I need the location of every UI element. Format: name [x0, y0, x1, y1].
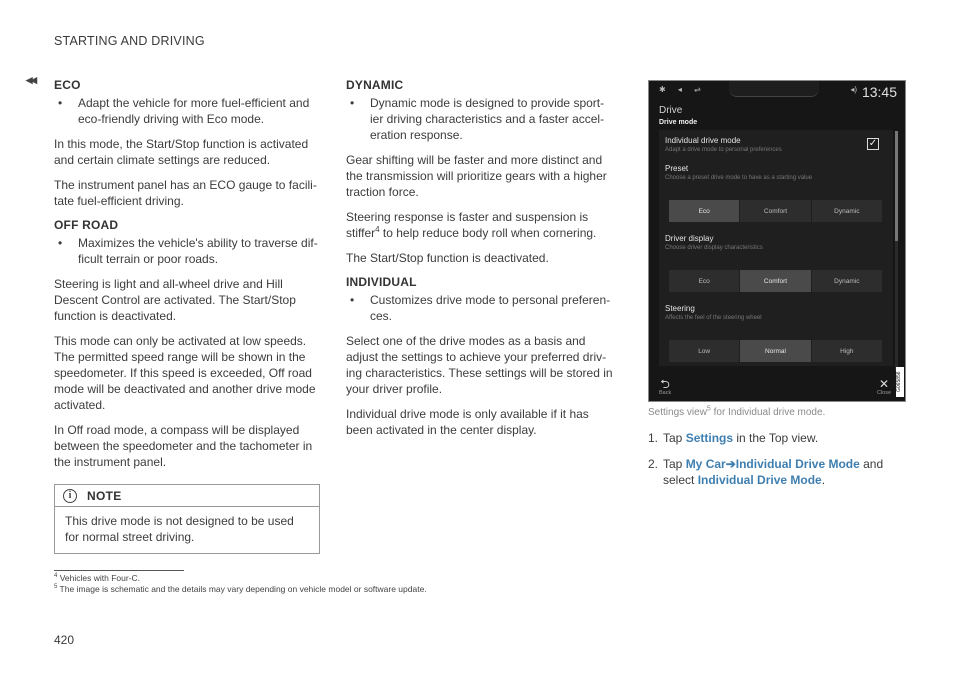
individual-paragraph: Individual drive mode is only available if it has been activated in the center display. — [346, 407, 589, 437]
footnote-5: $^5$ The image is schematic and the details may vary depending on vehicle model or software update. — [54, 584, 427, 594]
steering-option-low[interactable]: Low — [669, 340, 739, 362]
steps-list — [648, 430, 910, 488]
footnote-divider — [54, 570, 184, 571]
bullet-dot: • — [58, 236, 63, 250]
preset-option-eco[interactable]: Eco — [669, 200, 739, 222]
steering-selector — [669, 340, 883, 362]
dynamic-paragraph: Gear shifting will be faster and more distinct and the transmission will prioritize gears with a higher traction force. — [346, 153, 607, 199]
bullet-dot: • — [350, 96, 355, 110]
back-button[interactable] — [659, 378, 671, 396]
my-car-ui-term: My Car — [685, 457, 726, 471]
note-box — [54, 484, 320, 554]
settings-panel — [659, 130, 893, 366]
eco-heading: ECO — [54, 78, 81, 92]
scroll-thumb[interactable] — [895, 131, 898, 241]
screen-bottom-bar — [649, 373, 905, 401]
figure-caption: Settings view$^5$ for Individual drive mode. — [648, 405, 826, 418]
individual-drive-mode-ui-term: Individual Drive Mode — [735, 457, 860, 471]
close-button[interactable] — [877, 378, 891, 396]
clock: 13:45 — [861, 84, 897, 100]
sound-icon: ◂) — [850, 85, 857, 94]
driver-display-option-comfort[interactable]: Comfort — [740, 270, 810, 292]
note-header — [55, 485, 319, 507]
steering-option-high[interactable]: High — [812, 340, 882, 362]
individual-bullet: • Customizes drive mode to personal preferen-ces. — [350, 293, 611, 323]
settings-ui-term: Settings — [685, 431, 734, 445]
footnote-4: $^4$ Vehicles with Four-C. — [54, 573, 141, 583]
eco-bullet: • Adapt the vehicle for more fuel-efficient and eco-friendly driving with Eco mode. — [58, 96, 310, 126]
dynamic-bullet: • Dynamic mode is designed to provide sport-ier driving characteristics and a faster accel-eration response. — [350, 96, 605, 142]
individual-drive-mode-ui-term: Individual Drive Mode — [697, 473, 822, 487]
footnote-ref: 5 — [706, 405, 711, 413]
footnote-ref: 4 — [375, 225, 380, 234]
status-bar — [649, 81, 905, 101]
section-header: STARTING AND DRIVING — [54, 34, 205, 48]
right-column — [648, 78, 910, 498]
preset-item: Preset Choose a preset drive mode to have as a starting value — [665, 164, 813, 181]
dynamic-paragraph: Steering response is faster and suspension is stiffer$^4$ to help reduce body roll when cornering. — [346, 210, 597, 240]
step-item: 2. Tap My Car➔Individual Drive Mode and select Individual Drive Mode. — [648, 457, 884, 487]
offroad-paragraph: In Off road mode, a compass will be displayed between the speedometer and the tachometer in the instrument panel. — [54, 423, 313, 469]
info-icon: i — [63, 489, 77, 503]
scrollbar[interactable] — [895, 131, 898, 371]
close-label: Close — [876, 390, 891, 396]
top-view-tab[interactable] — [729, 81, 819, 97]
status-icons: ✱ ◂ ⇌ — [659, 85, 706, 94]
step-item: 1. Tap Settings in the Top view. — [648, 431, 819, 445]
back-label: Back — [659, 390, 672, 396]
page-number: 420 — [54, 633, 75, 647]
bullet-dot: • — [58, 96, 63, 110]
preset-option-comfort[interactable]: Comfort — [740, 200, 810, 222]
screen-title: Drive — [659, 105, 683, 116]
dynamic-paragraph: The Start/Stop function is deactivated. — [346, 251, 549, 265]
middle-column — [346, 78, 614, 447]
driver-display-option-eco[interactable]: Eco — [669, 270, 739, 292]
driver-display-option-dynamic[interactable]: Dynamic — [812, 270, 882, 292]
left-column — [54, 78, 322, 554]
image-id-label: G065856 — [896, 367, 904, 397]
arrow-right-icon: ➔ — [725, 457, 736, 471]
preset-selector — [669, 200, 883, 222]
driver-display-selector — [669, 270, 883, 292]
back-arrow-icon: ⮌ — [660, 377, 670, 391]
offroad-paragraph: This mode can only be activated at low speeds. The permitted speed range will be shown in the speedometer. If this speed is exceeded, Off road mode will be deactivated and another drive mode activated. — [54, 334, 316, 412]
bullet-dot: • — [350, 293, 355, 307]
eco-paragraph: The instrument panel has an ECO gauge to facili-tate fuel-efficient driving. — [54, 178, 317, 208]
dynamic-heading: DYNAMIC — [346, 78, 404, 92]
individual-heading: INDIVIDUAL — [346, 275, 417, 289]
offroad-paragraph: Steering is light and all-wheel drive and Hill Descent Control are activated. The Start/Stop function is deactivated. — [54, 277, 296, 323]
preset-option-dynamic[interactable]: Dynamic — [812, 200, 882, 222]
close-icon: ✕ — [878, 377, 889, 391]
offroad-bullet: • Maximizes the vehicle's ability to traverse dif-ficult terrain or poor roads. — [58, 236, 318, 266]
note-body: This drive mode is not designed to be used for normal street driving. — [65, 514, 294, 544]
individual-drive-mode-item[interactable]: Individual drive mode Adapt a drive mode to personal preferences — [665, 136, 782, 153]
note-title: NOTE — [87, 488, 122, 503]
steering-item: Steering Affects the feel of the steering wheel — [665, 304, 762, 321]
driver-display-item: Driver display Choose driver display characteristics — [665, 234, 763, 251]
previous-page-chevrons-icon[interactable]: ◂◂ — [26, 72, 36, 87]
offroad-heading: OFF ROAD — [54, 218, 119, 232]
steering-option-normal[interactable]: Normal — [740, 340, 810, 362]
center-display-screenshot — [648, 80, 906, 402]
individual-paragraph: Select one of the drive modes as a basis and adjust the settings to achieve your preferred driv-ing characteristics. These settings will be stored in your driver profile. — [346, 334, 613, 396]
individual-drive-mode-checkbox[interactable]: ✓ — [868, 138, 878, 149]
screen-subtitle: Drive mode — [659, 119, 698, 126]
eco-paragraph: In this mode, the Start/Stop function is activated and certain climate settings are reduced. — [54, 137, 309, 167]
